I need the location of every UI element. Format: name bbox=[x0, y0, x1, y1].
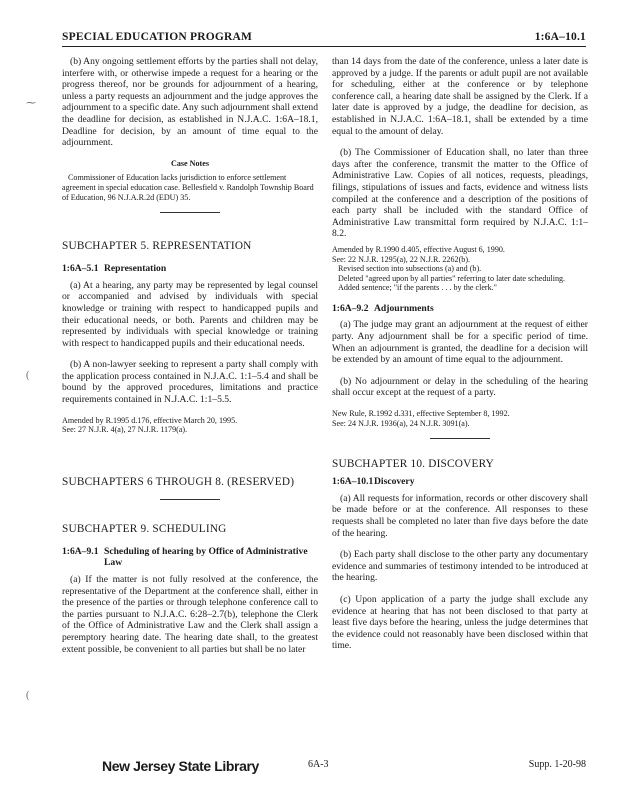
amendment-note: See: 24 N.J.R. 1936(a), 24 N.J.R. 3091(a). bbox=[332, 418, 470, 428]
paragraph: than 14 days from the date of the conference, unless a later date is approved by a judge. If the parents or adult pupil are not available for scheduling, either at the conference or by telephone conference call, a hearing date shall be assigned by the Clerk. If a later date is approved by a judge, the deadline for decision, as established in N.J.A.C. 1:6A–18.1, shall be extended by a time equal to the amount of delay. bbox=[332, 56, 588, 137]
amendment-note: Added sentence; "if the parents . . . by the clerk." bbox=[338, 283, 497, 293]
page-footer bbox=[0, 757, 618, 781]
paragraph: (b) Each party shall disclose to the other party any documentary evidence and summaries of testimony intended to be introduced at the hearing. bbox=[332, 549, 588, 584]
case-notes-heading: Case Notes bbox=[171, 158, 209, 168]
section-number: 1:6A–10.1 bbox=[332, 476, 374, 488]
header-title: SPECIAL EDUCATION PROGRAM bbox=[62, 31, 253, 43]
margin-mark: ⁓ bbox=[26, 98, 36, 109]
paragraph: (c) Upon application of a party the judge shall exclude any evidence at hearing that has not been disclosed to that party at least five days before the hearing, unless the judge determines that the evidence could not reasonably have been disclosed within that time. bbox=[332, 593, 588, 652]
paragraph: (b) Any ongoing settlement efforts by the parties shall not delay, interfere with, or otherwise impede a request for a hearing or the progress thereof, nor be grounds for adjournment of a hearing, unless a party requests an adjournment and the judge approves the adjournment to a specific date. Any such adjournment shall extend the deadline for decision, as established in N.J.A.C. 1:6A–18.1, Deadline for decision, by an amount of time equal to the adjournment. bbox=[62, 56, 318, 149]
paragraph: (b) A non-lawyer seeking to represent a party shall comply with the application process contained in N.J.A.C. 1:1–5.4 and shall be bound by the approved procedures, limitations and practice requirements contained in N.J.A.C. 1:1–5.5. bbox=[62, 359, 318, 406]
section-number: 1:6A–9.2 bbox=[332, 302, 369, 314]
paragraph: (a) If the matter is not fully resolved at the conference, the representative of the Department at the conference shall, either in the presence of the parties or through telephone conference call to the parties pursuant to N.J.A.C. 6:28–2.7(b), telephone the Clerk of the Office of Administrative Law and the Clerk shall assign a peremptory hearing date. The hearing date shall, to the greatest extent possible, be convenient to all parties but shall be no later bbox=[62, 574, 318, 655]
paragraph: (b) The Commissioner of Education shall, no later than three days after the conference, transmit the matter to the Office of Administrative Law. Copies of all notices, requests, pleadings, filings, stipulations of issues and facts, evidence and witness lists compiled at the conference and a description of the positions of each party shall be included with the standard Office of Administrative Law transmittal form required by N.J.A.C. 1:1–8.2. bbox=[332, 147, 588, 240]
right-column bbox=[332, 56, 588, 652]
paragraph: (b) No adjournment or delay in the scheduling of the hearing shall occur except at the request of a party. bbox=[332, 375, 588, 399]
margin-mark: ( bbox=[26, 370, 30, 381]
margin-mark: ( bbox=[26, 690, 30, 701]
section-heading bbox=[332, 476, 588, 488]
amendment-note: See: 22 N.J.R. 1295(a), 22 N.J.R. 2262(b). bbox=[332, 254, 471, 264]
section-title: Adjournments bbox=[374, 302, 434, 314]
running-header bbox=[62, 30, 586, 47]
case-notes-text: Commissioner of Education lacks jurisdiction to enforce settlement agreement in special education case. Bellesfield v. Randolph Township Board of Education, 96 N.J.A.R.2d (EDU) 35. bbox=[62, 173, 314, 202]
section-heading bbox=[62, 546, 318, 569]
amendment-note: Revised section into subsections (a) and (b). bbox=[338, 264, 482, 274]
amendment-note: Deleted "agreed upon by all parties" referring to later date scheduling. bbox=[338, 273, 566, 283]
header-section-number: 1:6A–10.1 bbox=[534, 31, 586, 43]
section-heading bbox=[62, 263, 318, 275]
section-title: Discovery bbox=[374, 476, 415, 488]
left-column bbox=[62, 56, 318, 655]
subchapter-title: SUBCHAPTER 10. DISCOVERY bbox=[332, 458, 495, 471]
section-title: Scheduling of hearing by Office of Administrative Law bbox=[104, 545, 308, 569]
amendment-note: New Rule, R.1992 d.331, effective September 8, 1992. bbox=[332, 409, 510, 419]
paragraph: (a) The judge may grant an adjournment at the request of either party. Any adjournment shall be for a specific period of time. When an adjournment is granted, the deadline for a decision will be extended by an amount of time equal to the adjournment. bbox=[332, 319, 588, 366]
paragraph: (a) At a hearing, any party may be represented by legal counsel or accompanied and advised by individuals with special knowledge or training with respect to handicapped pupils and their educational needs, or both. Parents and children may be represented by individuals with special knowledge or training with respect to handicapped pupils and their educational needs. bbox=[62, 279, 318, 349]
page-number: 6A-3 bbox=[308, 759, 329, 770]
amendment-note: Amended by R.1995 d.176, effective March 20, 1995. bbox=[62, 415, 238, 425]
section-number: 1:6A–9.1 bbox=[62, 545, 99, 557]
subchapter-title: SUBCHAPTER 5. REPRESENTATION bbox=[62, 240, 252, 253]
section-heading bbox=[332, 303, 588, 315]
supplement-date: Supp. 1-20-98 bbox=[528, 759, 586, 770]
amendment-note: Amended by R.1990 d.405, effective August 6, 1990. bbox=[332, 244, 505, 254]
library-stamp: New Jersey State Library bbox=[102, 758, 259, 774]
amendment-note: See: 27 N.J.R. 4(a), 27 N.J.R. 1179(a). bbox=[62, 425, 188, 435]
subchapter-title: SUBCHAPTERS 6 THROUGH 8. (RESERVED) bbox=[62, 475, 295, 488]
section-number: 1:6A–5.1 bbox=[62, 263, 99, 275]
section-title: Representation bbox=[104, 263, 167, 275]
paragraph: (a) All requests for information, records or other discovery shall be made before or at the conference. All responses to these requests shall be completed no later than five days before the date of the hearing. bbox=[332, 492, 588, 539]
subchapter-title: SUBCHAPTER 9. SCHEDULING bbox=[62, 522, 227, 535]
